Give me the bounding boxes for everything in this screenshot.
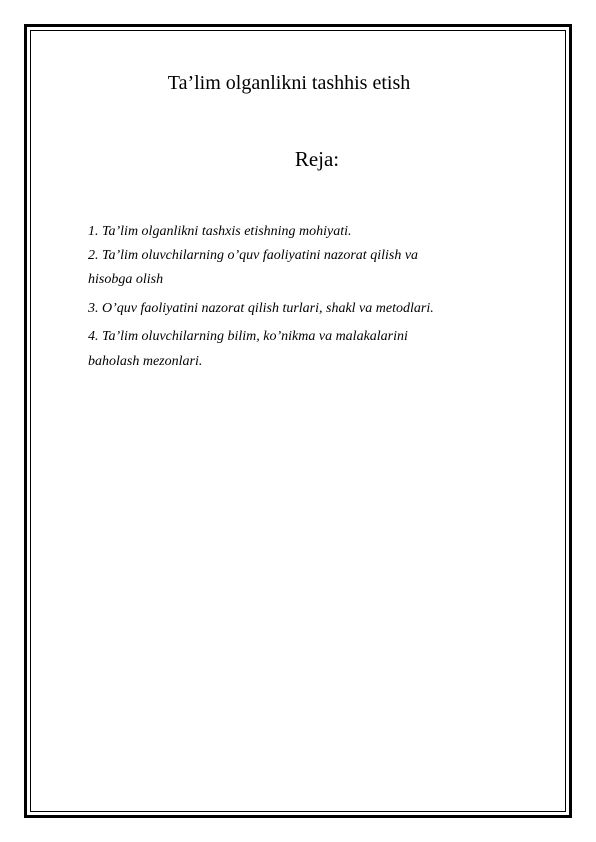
plan-list [88,220,508,374]
plan-item-text: 4. Ta’lim oluvchilarning bilim, ko’nikma va malakalarini [88,329,408,344]
page-border [24,24,572,818]
plan-item-2 [88,244,508,292]
plan-item-text: 3. O’quv faoliyatini nazorat qilish turlari, shakl va metodlari. [88,301,434,316]
document-title: Ta’lim olganlikni tashhis etish [167,72,411,94]
plan-item-text: 1. Ta’lim olganlikni tashxis etishning mohiyati. [88,224,352,239]
plan-heading: Reja: [294,147,340,171]
plan-item-4 [88,324,508,374]
plan-item-text: 2. Ta’lim oluvchilarning o’quv faoliyatini nazorat qilish va [88,248,419,263]
plan-item-text-continuation: hisobga olish [88,272,164,287]
plan-item-3 [88,297,508,321]
plan-item-1 [88,220,508,244]
plan-item-text-continuation: baholash mezonlari. [88,354,203,369]
